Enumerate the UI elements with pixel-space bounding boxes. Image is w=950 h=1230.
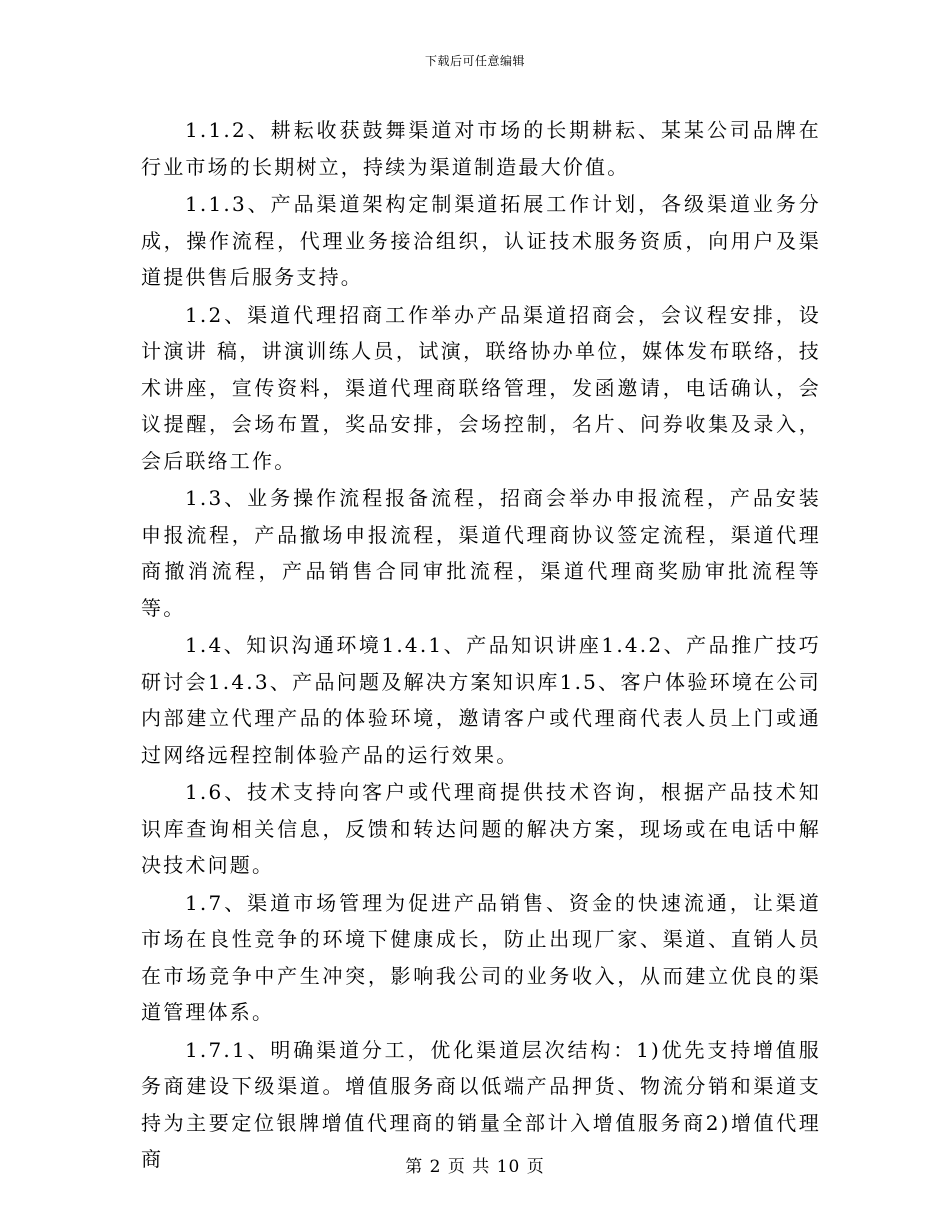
- footer-current-page: 2: [429, 1157, 442, 1177]
- document-body: [141, 112, 821, 1179]
- footer-label-unit-end: 页: [526, 1157, 545, 1177]
- paragraph-1-7-1: 1.7.1、明确渠道分工，优化渠道层次结构：1)优先支持增值服务商建设下级渠道。增值服务商以低端产品押货、物流分销和渠道支持为主要定位银牌增值代理商的销量全部计入增值服务商2)增值代理商: [141, 1037, 821, 1171]
- paragraph-1-4: 1.4、知识沟通环境1.4.1、产品知识讲座1.4.2、产品推广技巧研讨会1.4.3、产品问题及解决方案知识库1.5、客户体验环境在公司内部建立代理产品的体验环境，邀请客户或代理商代表人员上门或通过网络远程控制体验产品的运行效果。: [141, 633, 821, 767]
- footer-label-unit: 页: [447, 1157, 466, 1177]
- paragraph-1-3: 1.3、业务操作流程报备流程，招商会举办申报流程，产品安装申报流程，产品撤场申报流程，渠道代理商协议签定流程，渠道代理商撤消流程，产品销售合同审批流程，渠道代理商奖励审批流程等等。: [141, 486, 821, 620]
- footer-label-total: 共: [472, 1157, 491, 1177]
- footer-label-page: 第: [405, 1157, 424, 1177]
- paragraph-1-1-2: 1.1.2、耕耘收获鼓舞渠道对市场的长期耕耘、某某公司品牌在行业市场的长期树立，持续为渠道制造最大价值。: [141, 118, 821, 179]
- paragraph-1-1-3: 1.1.3、产品渠道架构定制渠道拓展工作计划，各级渠道业务分成，操作流程，代理业务接洽组织，认证技术服务资质，向用户及渠道提供售后服务支持。: [141, 192, 821, 289]
- paragraph-1-7: 1.7、渠道市场管理为促进产品销售、资金的快速流通，让渠道市场在良性竞争的环境下健康成长，防止出现厂家、渠道、直销人员在市场竞争中产生冲突，影响我公司的业务收入，从而建立优良的渠道管理体系。: [141, 890, 821, 1024]
- footer-total-pages: 10: [496, 1157, 521, 1177]
- paragraph-1-6: 1.6、技术支持向客户或代理商提供技术咨询，根据产品技术知识库查询相关信息，反馈和转达问题的解决方案，现场或在电话中解决技术问题。: [141, 780, 821, 877]
- page-footer: [0, 1156, 950, 1178]
- page-header: 下载后可任意编辑: [424, 54, 525, 68]
- paragraph-1-2: 1.2、渠道代理招商工作举办产品渠道招商会，会议程安排，设计演讲 稿，讲演训练人员，试演，联络协办单位，媒体发布联络，技术讲座，宣传资料，渠道代理商联络管理，发函邀请，电话确认，会议提醒，会场布置，奖品安排，会场控制，名片、问券收集及录入，会后联络工作。: [141, 302, 821, 473]
